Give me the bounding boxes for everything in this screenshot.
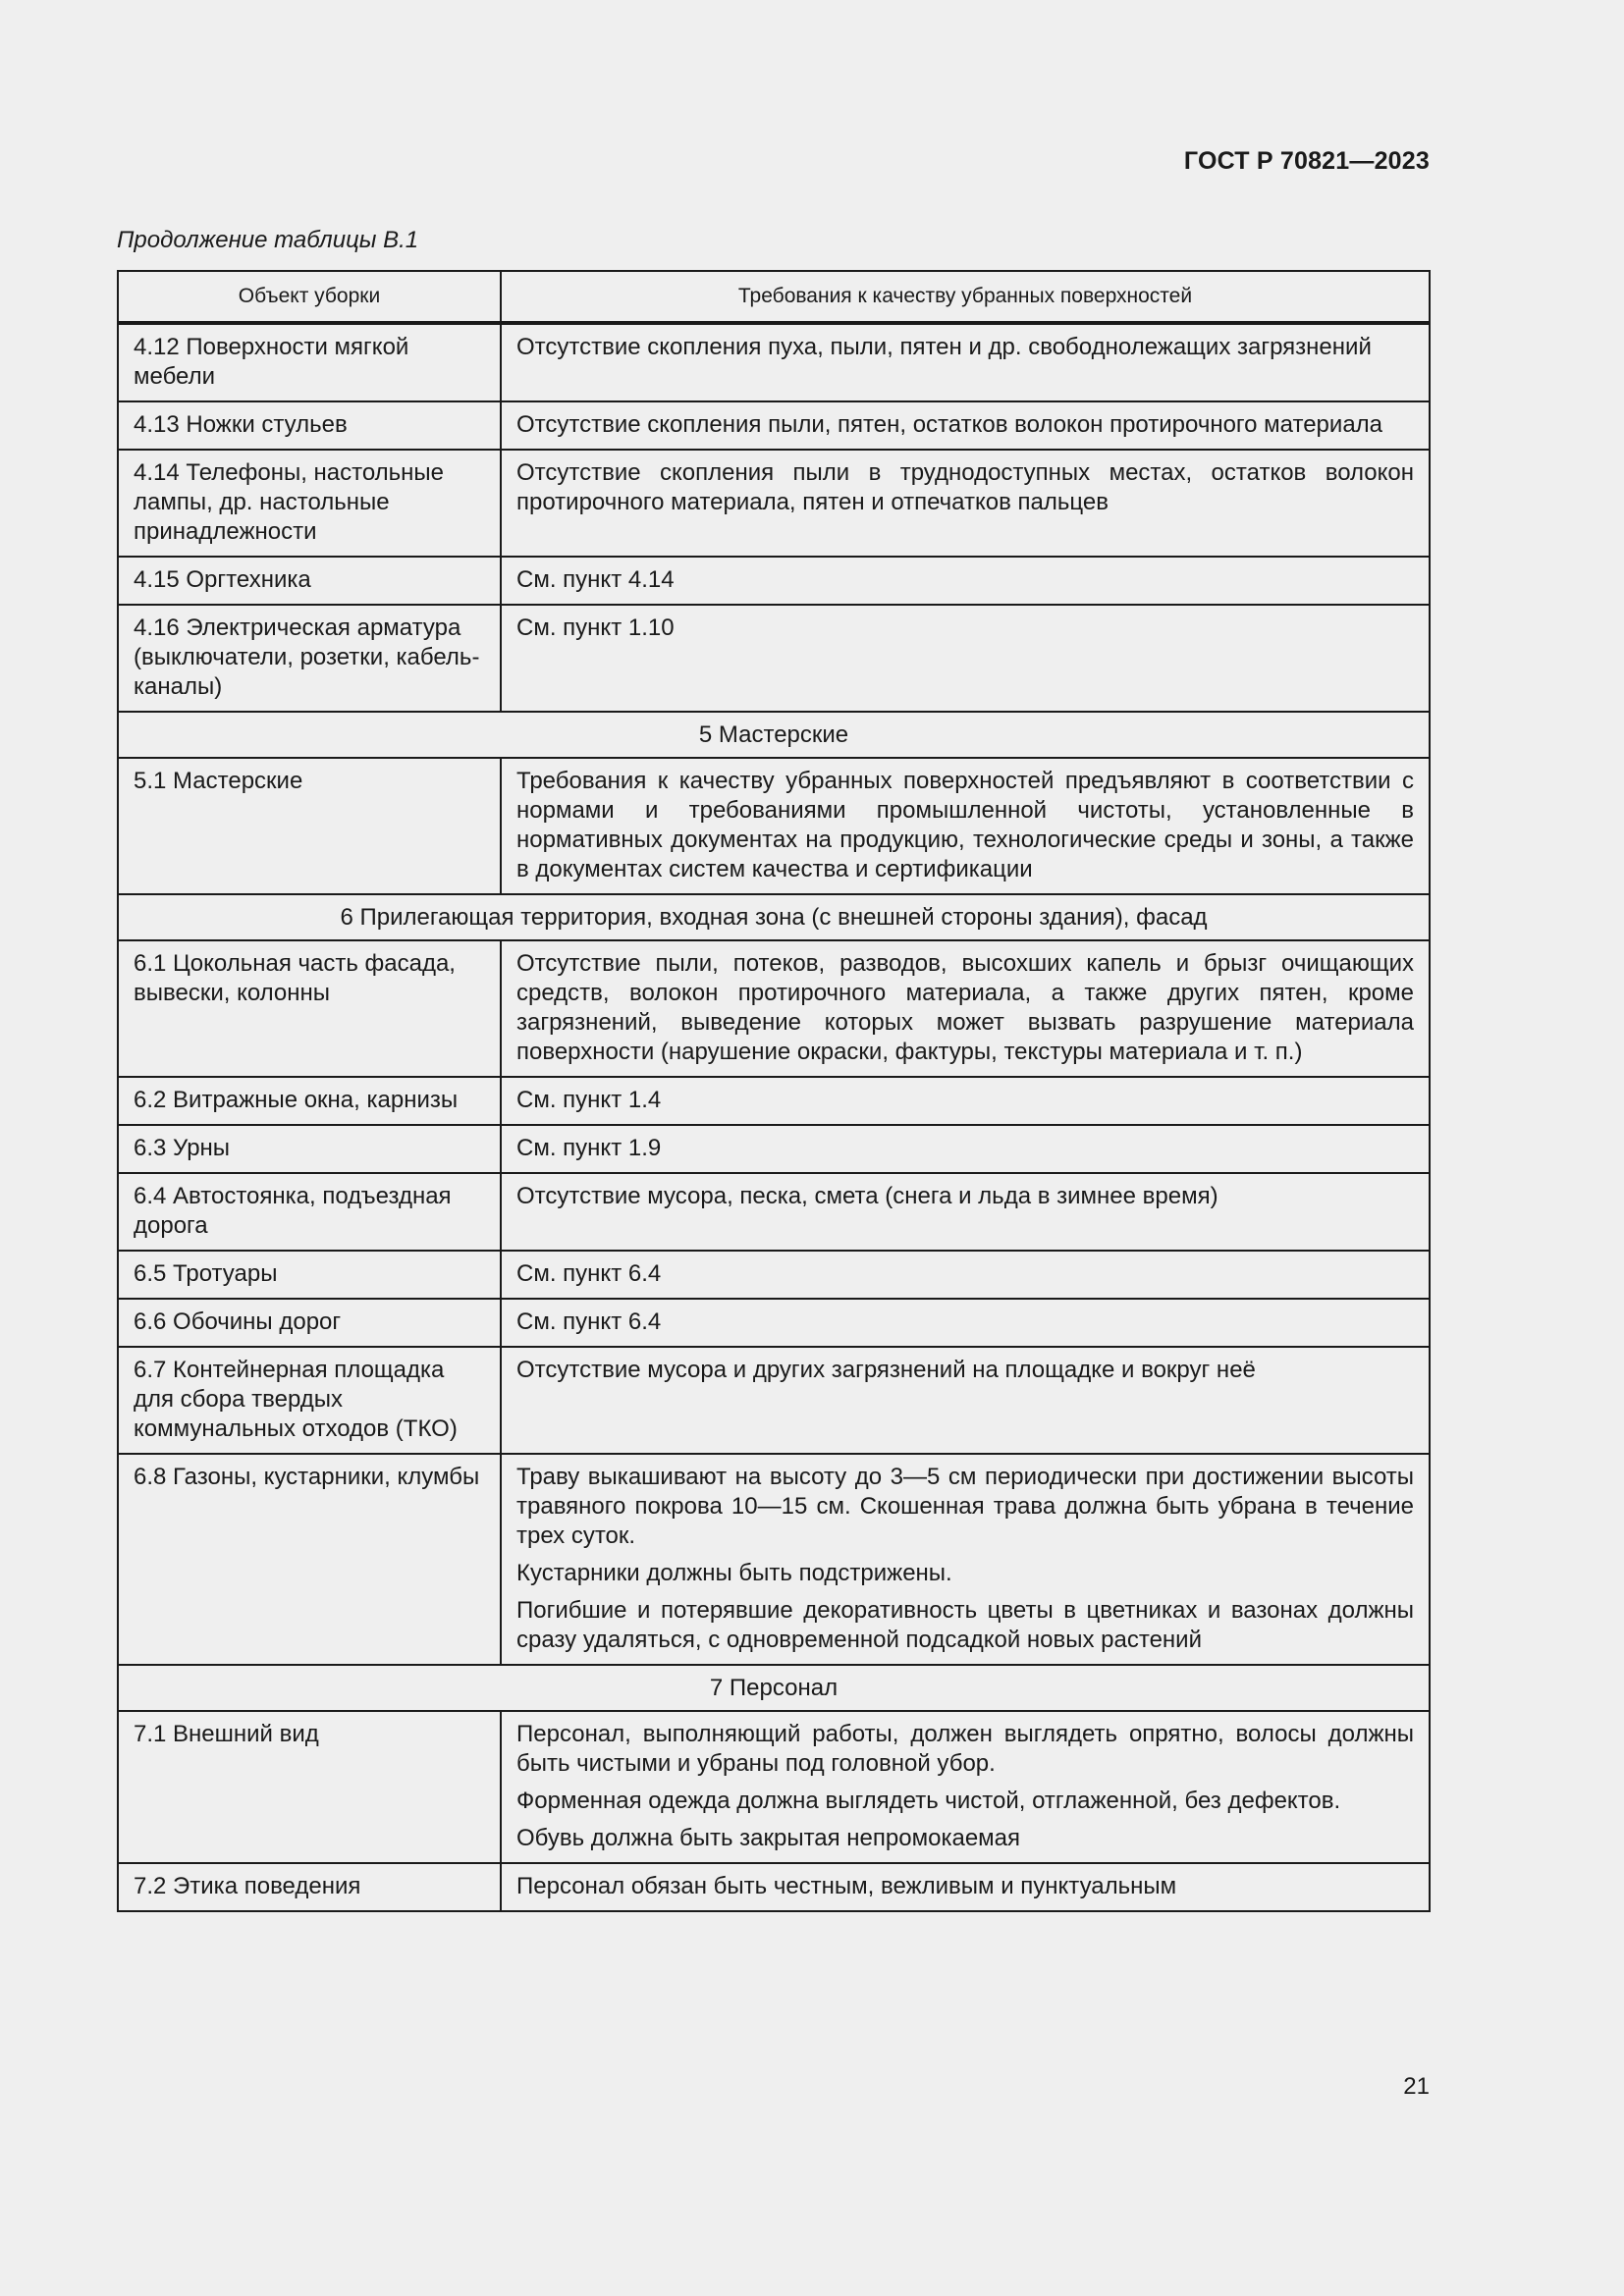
requirement-cell bbox=[501, 1251, 1430, 1299]
requirement-paragraph: Требования к качеству убранных поверхностей предъявляют в соответствии с нормами и требованиями промышленной чистоты, установленные в нормативных документах на продукцию, технологические среды и зоны, а также в документах систем качества и сертификации bbox=[516, 768, 1414, 882]
table-row bbox=[118, 1863, 1430, 1911]
object-cell: 6.8 Газоны, кустарники, клумбы bbox=[118, 1454, 501, 1665]
requirement-cell bbox=[501, 758, 1430, 894]
object-cell: 6.1 Цокольная часть фасада, вывески, колонны bbox=[118, 940, 501, 1077]
requirement-paragraph: Персонал, выполняющий работы, должен выглядеть опрятно, волосы должны быть чистыми и убраны под головной убор. bbox=[516, 1721, 1414, 1777]
table-row bbox=[118, 605, 1430, 712]
requirement-paragraph: Отсутствие пыли, потеков, разводов, высохших капель и брызг очищающих средств, волокон протирочного материала, а также других пятен, кроме загрязнений, выведение которых может вызвать разрушение материала поверхности (нарушение окраски, фактуры, текстуры материала и т. п.) bbox=[516, 950, 1414, 1065]
requirement-paragraph: См. пункт 1.4 bbox=[516, 1087, 662, 1113]
table-row bbox=[118, 758, 1430, 894]
table-row bbox=[118, 1299, 1430, 1347]
requirement-paragraph: Отсутствие мусора, песка, смета (снега и льда в зимнее время) bbox=[516, 1183, 1218, 1209]
requirement-paragraph: Кустарники должны быть подстрижены. bbox=[516, 1560, 952, 1586]
requirements-table bbox=[117, 270, 1431, 1912]
section-heading: 7 Персонал bbox=[118, 1665, 1430, 1711]
requirement-paragraph: Отсутствие мусора и других загрязнений на площадке и вокруг неё bbox=[516, 1357, 1256, 1383]
requirement-cell bbox=[501, 1077, 1430, 1125]
page-number: 21 bbox=[1403, 2073, 1430, 2100]
requirement-cell bbox=[501, 450, 1430, 557]
requirement-paragraph: Форменная одежда должна выглядеть чистой, отглаженной, без дефектов. bbox=[516, 1788, 1341, 1814]
object-cell: 6.3 Урны bbox=[118, 1125, 501, 1173]
requirement-cell bbox=[501, 323, 1430, 401]
object-cell: 7.2 Этика поведения bbox=[118, 1863, 501, 1911]
requirement-cell bbox=[501, 1863, 1430, 1911]
requirement-cell bbox=[501, 1125, 1430, 1173]
table-row bbox=[118, 401, 1430, 450]
requirement-paragraph: См. пункт 6.4 bbox=[516, 1308, 662, 1335]
section-row bbox=[118, 712, 1430, 758]
table-caption: Продолжение таблицы В.1 bbox=[117, 227, 419, 253]
object-cell: 4.12 Поверхности мягкой мебели bbox=[118, 323, 501, 401]
object-cell: 6.4 Автостоянка, подъездная дорога bbox=[118, 1173, 501, 1251]
table-row bbox=[118, 940, 1430, 1077]
object-cell: 6.7 Контейнерная площадка для сбора твердых коммунальных отходов (ТКО) bbox=[118, 1347, 501, 1454]
table-row bbox=[118, 1251, 1430, 1299]
section-row bbox=[118, 1665, 1430, 1711]
requirement-cell bbox=[501, 940, 1430, 1077]
requirement-paragraph: См. пункт 1.10 bbox=[516, 614, 675, 641]
document-code: ГОСТ Р 70821—2023 bbox=[1183, 147, 1430, 175]
requirement-cell bbox=[501, 1454, 1430, 1665]
object-cell: 6.6 Обочины дорог bbox=[118, 1299, 501, 1347]
object-cell: 7.1 Внешний вид bbox=[118, 1711, 501, 1863]
object-cell: 4.16 Электрическая арматура (выключатели, розетки, кабель-каналы) bbox=[118, 605, 501, 712]
requirement-paragraph: Персонал обязан быть честным, вежливым и пунктуальным bbox=[516, 1873, 1177, 1899]
requirement-cell bbox=[501, 401, 1430, 450]
object-cell: 5.1 Мастерские bbox=[118, 758, 501, 894]
table-row bbox=[118, 557, 1430, 605]
section-row bbox=[118, 894, 1430, 940]
requirement-paragraph: См. пункт 1.9 bbox=[516, 1135, 662, 1161]
table-row bbox=[118, 1454, 1430, 1665]
requirement-cell bbox=[501, 1173, 1430, 1251]
requirement-cell bbox=[501, 1347, 1430, 1454]
column-header-requirements: Требования к качеству убранных поверхностей bbox=[501, 271, 1430, 323]
requirement-paragraph: Обувь должна быть закрытая непромокаемая bbox=[516, 1825, 1021, 1851]
requirement-cell bbox=[501, 1711, 1430, 1863]
object-cell: 4.13 Ножки стульев bbox=[118, 401, 501, 450]
requirement-paragraph: См. пункт 4.14 bbox=[516, 566, 675, 593]
requirement-cell bbox=[501, 605, 1430, 712]
table-row bbox=[118, 450, 1430, 557]
section-heading: 5 Мастерские bbox=[118, 712, 1430, 758]
table-row bbox=[118, 1125, 1430, 1173]
table-row bbox=[118, 1173, 1430, 1251]
requirement-paragraph: Отсутствие скопления пыли в труднодоступных местах, остатков волокон протирочного материала, пятен и отпечатков пальцев bbox=[516, 459, 1414, 515]
section-heading: 6 Прилегающая территория, входная зона (с внешней стороны здания), фасад bbox=[118, 894, 1430, 940]
object-cell: 4.14 Телефоны, настольные лампы, др. настольные принадлежности bbox=[118, 450, 501, 557]
table-header-row bbox=[118, 271, 1430, 323]
requirement-cell bbox=[501, 557, 1430, 605]
table-row bbox=[118, 323, 1430, 401]
requirement-paragraph: Траву выкашивают на высоту до 3—5 см периодически при достижении высоты травяного покрова 10—15 см. Скошенная трава должна быть убрана в течение трех суток. bbox=[516, 1464, 1414, 1549]
requirement-paragraph: Погибшие и потерявшие декоративность цветы в цветниках и вазонах должны сразу удаляться, с одновременной подсадкой новых растений bbox=[516, 1597, 1414, 1653]
requirement-paragraph: Отсутствие скопления пуха, пыли, пятен и др. свободнолежащих загрязнений bbox=[516, 334, 1372, 360]
requirement-paragraph: Отсутствие скопления пыли, пятен, остатков волокон протирочного материала bbox=[516, 411, 1383, 438]
table-body bbox=[118, 323, 1430, 1911]
table-row bbox=[118, 1077, 1430, 1125]
table-row bbox=[118, 1347, 1430, 1454]
object-cell: 6.2 Витражные окна, карнизы bbox=[118, 1077, 501, 1125]
requirement-cell bbox=[501, 1299, 1430, 1347]
object-cell: 6.5 Тротуары bbox=[118, 1251, 501, 1299]
requirement-paragraph: См. пункт 6.4 bbox=[516, 1260, 662, 1287]
column-header-object: Объект уборки bbox=[118, 271, 501, 323]
table-row bbox=[118, 1711, 1430, 1863]
object-cell: 4.15 Оргтехника bbox=[118, 557, 501, 605]
